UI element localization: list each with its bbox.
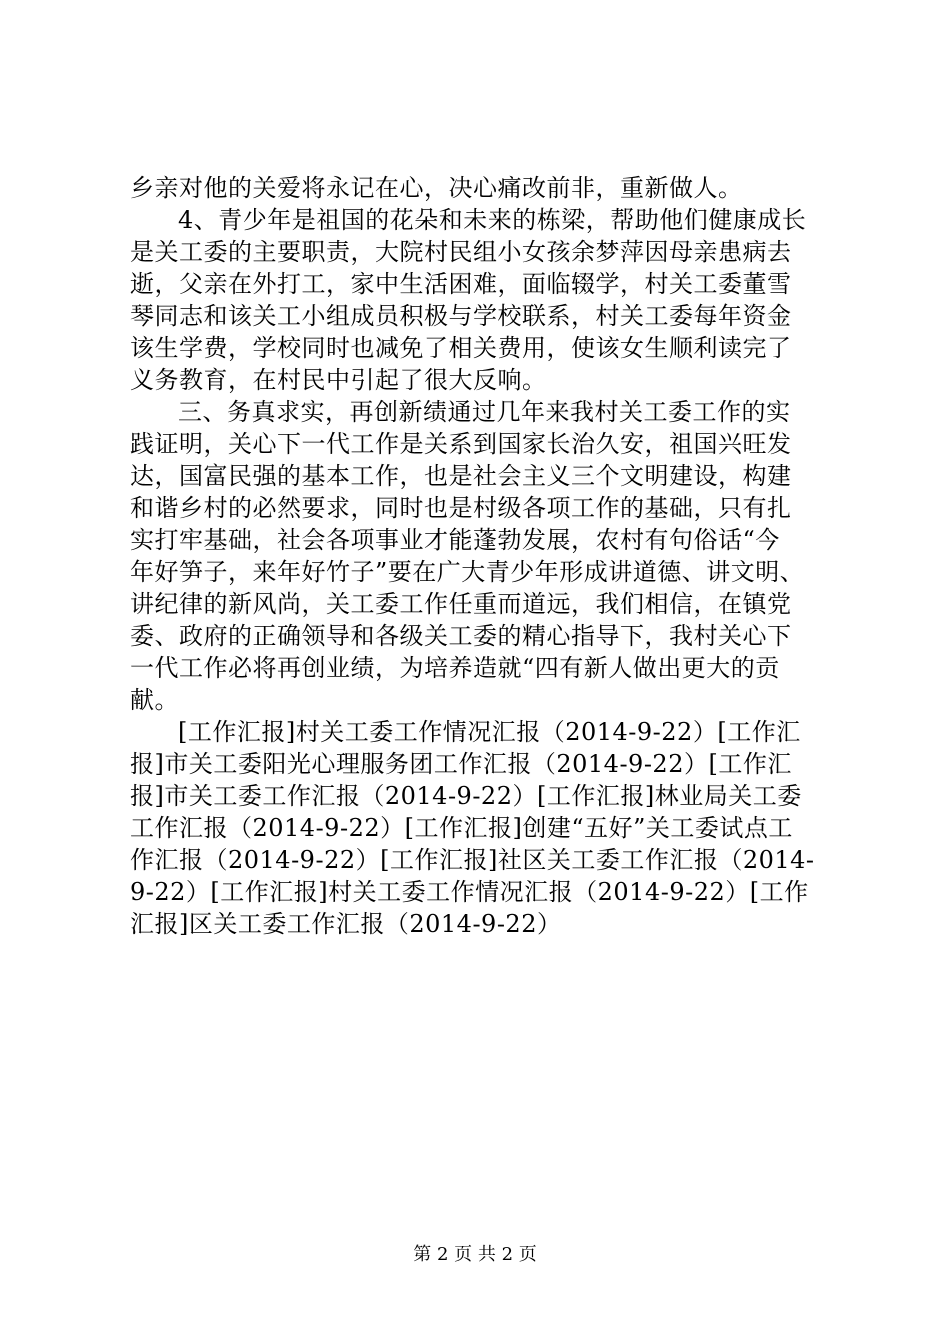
paragraph-line: 9-22）[工作汇报]村关工委工作情况汇报（2014-9-22）[工作 [130,878,809,906]
paragraph-line: 三、务真求实，再创新绩通过几年来我村关工委工作的实 [178,398,791,426]
document-body [130,172,830,940]
paragraph-line: 琴同志和该关工小组成员积极与学校联系，村关工委每年资金 [130,302,792,330]
paragraph-line: 作汇报（2014-9-22）[工作汇报]社区关工委工作汇报（2014- [130,846,815,874]
paragraph-line: 汇报]区关工委工作汇报（2014-9-22） [130,910,562,938]
paragraph-line: 工作汇报（2014-9-22）[工作汇报]创建“五好”关工委试点工 [130,814,793,842]
paragraph-line: 乡亲对他的关爱将永记在心，决心痛改前非，重新做人。 [130,174,743,202]
paragraph-line: 报]市关工委阳光心理服务团工作汇报（2014-9-22）[工作汇 [130,750,792,778]
paragraph-line: [工作汇报]村关工委工作情况汇报（2014-9-22）[工作汇 [178,718,801,746]
paragraph-line: 是关工委的主要职责，大院村民组小女孩余梦萍因母亲患病去 [130,238,792,266]
paragraph-line: 义务教育，在村民中引起了很大反响。 [130,366,547,394]
paragraph-line: 报]市关工委工作汇报（2014-9-22）[工作汇报]林业局关工委 [130,782,802,810]
paragraph-line: 该生学费，学校同时也减免了相关费用，使该女生顺利读完了 [130,334,792,362]
paragraph-line: 一代工作必将再创业绩，为培养造就“四有新人做出更大的贡 [130,654,780,682]
paragraph-line: 逝，父亲在外打工，家中生活困难，面临辍学，村关工委董雪 [130,270,792,298]
paragraph-line: 讲纪律的新风尚，关工委工作任重而道远，我们相信，在镇党 [130,590,792,618]
paragraph-line: 献。 [130,686,179,714]
paragraph-line: 4、青少年是祖国的花朵和未来的栋梁，帮助他们健康成长 [178,206,807,234]
paragraph-line: 践证明，关心下一代工作是关系到国家长治久安，祖国兴旺发 [130,430,792,458]
page-number-footer: 第 2 页 共 2 页 [413,1244,537,1265]
paragraph-line: 委、政府的正确领导和各级关工委的精心指导下，我村关心下 [130,622,792,650]
paragraph-line: 实打牢基础，社会各项事业才能蓬勃发展，农村有句俗话“今 [130,526,780,554]
paragraph-line: 达，国富民强的基本工作，也是社会主义三个文明建设，构建 [130,462,792,490]
paragraph-line: 和谐乡村的必然要求，同时也是村级各项工作的基础，只有扎 [130,494,792,522]
paragraph-line: 年好笋子，来年好竹子”要在广大青少年形成讲道德、讲文明、 [130,558,805,586]
